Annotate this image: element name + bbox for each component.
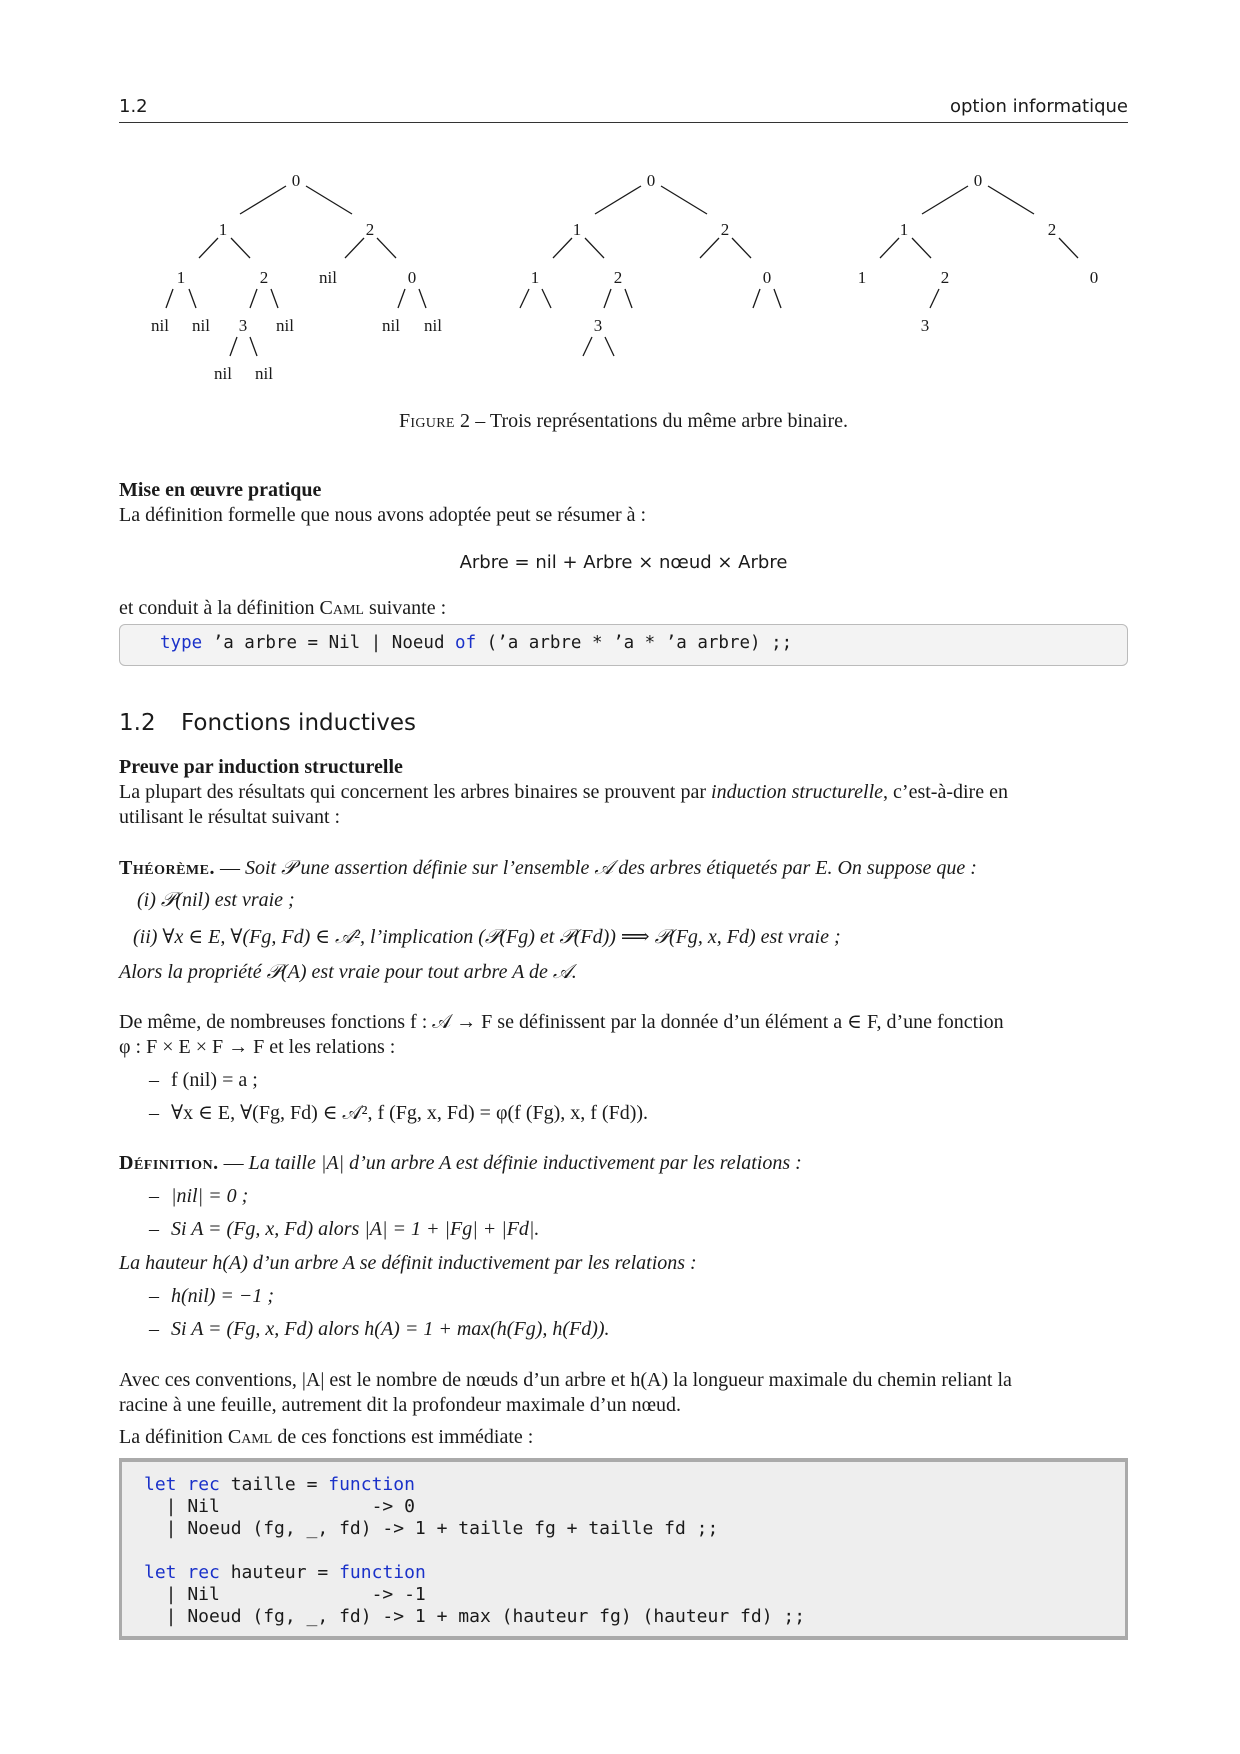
tree2-node-1: 1 xyxy=(572,220,582,239)
definition-sep: — xyxy=(218,1152,249,1174)
tree-1 xyxy=(151,171,442,383)
fonctions-line-2: φ : F × E × F → F et les relations : xyxy=(119,1036,396,1058)
theoreme-item-i: (i) 𝒫(nil) est vraie ; xyxy=(137,889,295,911)
tree1-node-1l: 1 xyxy=(176,268,186,287)
definition-hauteur-item-1: – h(nil) = −1 ; xyxy=(149,1285,275,1307)
tree2-edge xyxy=(700,238,719,258)
conventions-line-2: racine à une feuille, autrement dit la profondeur maximale d’un nœud. xyxy=(119,1394,682,1416)
section-number: 1.2 xyxy=(119,710,156,736)
theoreme-sep: — xyxy=(214,857,245,879)
caption-label: Figure 2 xyxy=(399,410,471,432)
tree3-node-1r: 2 xyxy=(940,268,950,287)
conventions-line-1: Avec ces conventions, |A| est le nombre de nœuds d’un arbre et h(A) la longueur maximale du chemin reliant la xyxy=(119,1369,1012,1391)
tree3-node-1l: 1 xyxy=(857,268,867,287)
tree2-edge xyxy=(625,289,632,308)
tree1-leaf: nil xyxy=(214,364,232,383)
tree2-node-2: 2 xyxy=(720,220,730,239)
section-heading xyxy=(119,710,416,736)
preuve-emphasis: induction structurelle xyxy=(711,781,884,803)
tree2-node-1r: 2 xyxy=(613,268,623,287)
code-keyword: rec xyxy=(187,1562,220,1583)
code-block-functions xyxy=(119,1458,1128,1640)
tree1-edge xyxy=(398,289,405,308)
fonctions-item-text: f (nil) = a ; xyxy=(171,1069,258,1091)
caption-text: – Trois représentations du même arbre binaire. xyxy=(470,410,848,432)
tree2-edge xyxy=(753,289,760,308)
tree1-edge xyxy=(377,238,396,258)
formula-arbre: Arbre = nil + Arbre × nœud × Arbre xyxy=(459,552,788,573)
code-line-hauteur-def xyxy=(144,1562,426,1584)
theoreme-conclusion: Alors la propriété 𝒫(A) est vraie pour tout arbre A de 𝒜. xyxy=(119,961,577,983)
tree1-node-2r: 0 xyxy=(407,268,417,287)
tree2-edge xyxy=(542,289,551,308)
code-text: (’a arbre * ’a * ’a arbre) ;; xyxy=(476,633,793,653)
code-line-hauteur-noeud: | Noeud (fg, _, fd) -> 1 + max (hauteur fg) (hauteur fd) ;; xyxy=(144,1606,806,1627)
conclusion-text-a: et conduit à la définition xyxy=(119,597,320,619)
code-keyword: of xyxy=(455,633,477,653)
tree3-edge xyxy=(912,238,931,258)
page-header xyxy=(119,96,1128,123)
tree3-edge xyxy=(1059,238,1078,258)
tree1-edge xyxy=(250,289,257,308)
theoreme-statement xyxy=(119,856,1128,881)
tree2-node-2r: 0 xyxy=(762,268,772,287)
definition-taille-item-2: – Si A = (Fg, x, Fd) alors |A| = 1 + |Fg| + |Fd|. xyxy=(149,1218,540,1240)
tree1-node-2l: nil xyxy=(319,268,337,287)
tree2-edge xyxy=(585,238,604,258)
conventions-text: de ces fonctions est immédiate : xyxy=(272,1426,534,1448)
preuve-line-1 xyxy=(119,780,1128,805)
definition-item-text: |nil| = 0 ; xyxy=(171,1185,249,1207)
tree1-node-root: 0 xyxy=(291,171,301,190)
code-text: ’a arbre = Nil | Noeud xyxy=(202,633,456,653)
definition-statement xyxy=(119,1151,1128,1176)
preuve-text: , c’est-à-dire en xyxy=(883,781,1008,803)
fonctions-item-1: – f (nil) = a ; xyxy=(149,1069,258,1091)
definition-hauteur-item-2: – Si A = (Fg, x, Fd) alors h(A) = 1 + max(h(Fg), h(Fd)). xyxy=(149,1318,610,1340)
code-line-type xyxy=(160,633,792,653)
code-keyword: let xyxy=(144,1474,177,1495)
code-keyword: type xyxy=(160,633,203,653)
tree2-edge xyxy=(520,289,529,308)
definition-label: Définition. xyxy=(119,1152,219,1174)
heading-mise-en-oeuvre: Mise en œuvre pratique xyxy=(119,479,322,501)
definition-item-text: Si A = (Fg, x, Fd) alors h(A) = 1 + max(h(Fg), h(Fd)). xyxy=(171,1318,610,1340)
tree1-node-2: 2 xyxy=(365,220,375,239)
mise-en-oeuvre-intro: La définition formelle que nous avons adoptée peut se résumer à : xyxy=(119,504,647,526)
tree3-edge xyxy=(988,186,1034,214)
tree2-node-1l: 1 xyxy=(530,268,540,287)
code-line-taille-noeud: | Noeud (fg, _, fd) -> 1 + taille fg + taille fd ;; xyxy=(144,1518,719,1539)
code-keyword: let xyxy=(144,1562,177,1583)
fonctions-line-1: De même, de nombreuses fonctions f : 𝒜 → F se définissent par la donnée d’un élément a ∈ F, d’une fonction xyxy=(119,1011,1004,1033)
trees-svg xyxy=(119,168,1128,388)
tree1-node-3: 3 xyxy=(238,316,248,335)
tree-2 xyxy=(520,171,781,356)
tree2-edge xyxy=(774,289,781,308)
tree3-edge xyxy=(922,186,968,214)
theoreme-text: Soit 𝒫 une assertion définie sur l’ensemble 𝒜 des arbres étiquetés par E. On suppose que : xyxy=(244,857,977,879)
code-text: hauteur = xyxy=(219,1562,340,1583)
tree1-leaf: nil xyxy=(255,364,273,383)
heading-preuve: Preuve par induction structurelle xyxy=(119,756,403,778)
tree1-leaf: nil xyxy=(424,316,442,335)
tree1-edge xyxy=(199,238,218,258)
theoreme-item-ii: (ii) ∀x ∈ E, ∀(Fg, Fd) ∈ 𝒜², l’implication (𝒫(Fg) et 𝒫(Fd)) ⟹ 𝒫(Fg, x, Fd) est vraie ; xyxy=(133,926,841,948)
definition-item-text: h(nil) = −1 ; xyxy=(171,1285,275,1307)
tree1-edge xyxy=(345,238,364,258)
tree3-edge xyxy=(930,289,939,308)
code-text: taille = xyxy=(219,1474,329,1495)
tree3-edge xyxy=(880,238,899,258)
figure-caption xyxy=(119,410,1128,433)
preuve-text: La plupart des résultats qui concernent les arbres binaires se prouvent par xyxy=(119,781,712,803)
tree3-node-root: 0 xyxy=(973,171,983,190)
mise-en-oeuvre-conclusion xyxy=(119,596,1128,621)
fonctions-item-2: – ∀x ∈ E, ∀(Fg, Fd) ∈ 𝒜², f (Fg, x, Fd) = φ(f (Fg), x, f (Fd)). xyxy=(149,1102,649,1124)
tree1-edge xyxy=(240,186,286,214)
tree1-edge xyxy=(230,337,237,356)
caml-name: Caml xyxy=(319,597,364,619)
tree1-node-1: 1 xyxy=(218,220,228,239)
definition-taille: La taille |A| d’un arbre A est définie inductivement par les relations : xyxy=(248,1152,802,1174)
figure-trees xyxy=(119,168,1128,388)
tree3-node-2: 2 xyxy=(1047,220,1057,239)
definition-hauteur: La hauteur h(A) d’un arbre A se définit inductivement par les relations : xyxy=(119,1252,697,1274)
tree3-node-2r: 0 xyxy=(1089,268,1099,287)
code-keyword: function xyxy=(339,1562,426,1583)
fonctions-item-text: ∀x ∈ E, ∀(Fg, Fd) ∈ 𝒜², f (Fg, x, Fd) = φ(f (Fg), x, f (Fd)). xyxy=(171,1102,649,1124)
tree1-leaf: nil xyxy=(276,316,294,335)
tree1-edge xyxy=(231,238,250,258)
tree1-node-1r: 2 xyxy=(259,268,269,287)
tree2-edge xyxy=(732,238,751,258)
theoreme-label: Théorème. xyxy=(119,857,215,879)
tree2-edge xyxy=(605,337,614,356)
code-block-type xyxy=(119,624,1128,666)
code-keyword: function xyxy=(328,1474,415,1495)
code-line-taille-nil: | Nil -> 0 xyxy=(144,1496,415,1517)
conventions-text: La définition xyxy=(119,1426,228,1448)
tree1-leaf: nil xyxy=(382,316,400,335)
code-line-hauteur-nil: | Nil -> -1 xyxy=(144,1584,426,1605)
tree1-edge xyxy=(250,337,257,356)
tree1-edge xyxy=(189,289,196,308)
tree2-edge xyxy=(661,186,707,214)
definition-taille-item-1: – |nil| = 0 ; xyxy=(149,1185,249,1207)
code-keyword: rec xyxy=(187,1474,220,1495)
code-line-taille-def xyxy=(144,1474,415,1496)
section-title: Fonctions inductives xyxy=(181,710,416,736)
tree2-node-root: 0 xyxy=(646,171,656,190)
tree2-edge xyxy=(583,337,592,356)
tree1-edge xyxy=(306,186,352,214)
tree1-leaf: nil xyxy=(151,316,169,335)
tree1-edge xyxy=(419,289,426,308)
caml-name: Caml xyxy=(227,1426,273,1448)
tree2-edge xyxy=(553,238,572,258)
tree3-node-1: 1 xyxy=(899,220,909,239)
conventions-line-3 xyxy=(119,1425,1128,1450)
tree3-node-3: 3 xyxy=(920,316,930,335)
tree2-edge xyxy=(595,186,641,214)
definition-item-text: Si A = (Fg, x, Fd) alors |A| = 1 + |Fg| + |Fd|. xyxy=(171,1218,540,1240)
tree1-leaf: nil xyxy=(192,316,210,335)
tree-3 xyxy=(858,171,1099,335)
tree1-edge xyxy=(166,289,173,308)
tree2-edge xyxy=(604,289,611,308)
preuve-line-2: utilisant le résultat suivant : xyxy=(119,806,341,828)
header-title: option informatique xyxy=(949,96,1128,117)
header-section-number: 1.2 xyxy=(119,96,148,117)
tree1-edge xyxy=(271,289,278,308)
conclusion-text-b: suivante : xyxy=(363,597,447,619)
tree2-node-3: 3 xyxy=(593,316,603,335)
